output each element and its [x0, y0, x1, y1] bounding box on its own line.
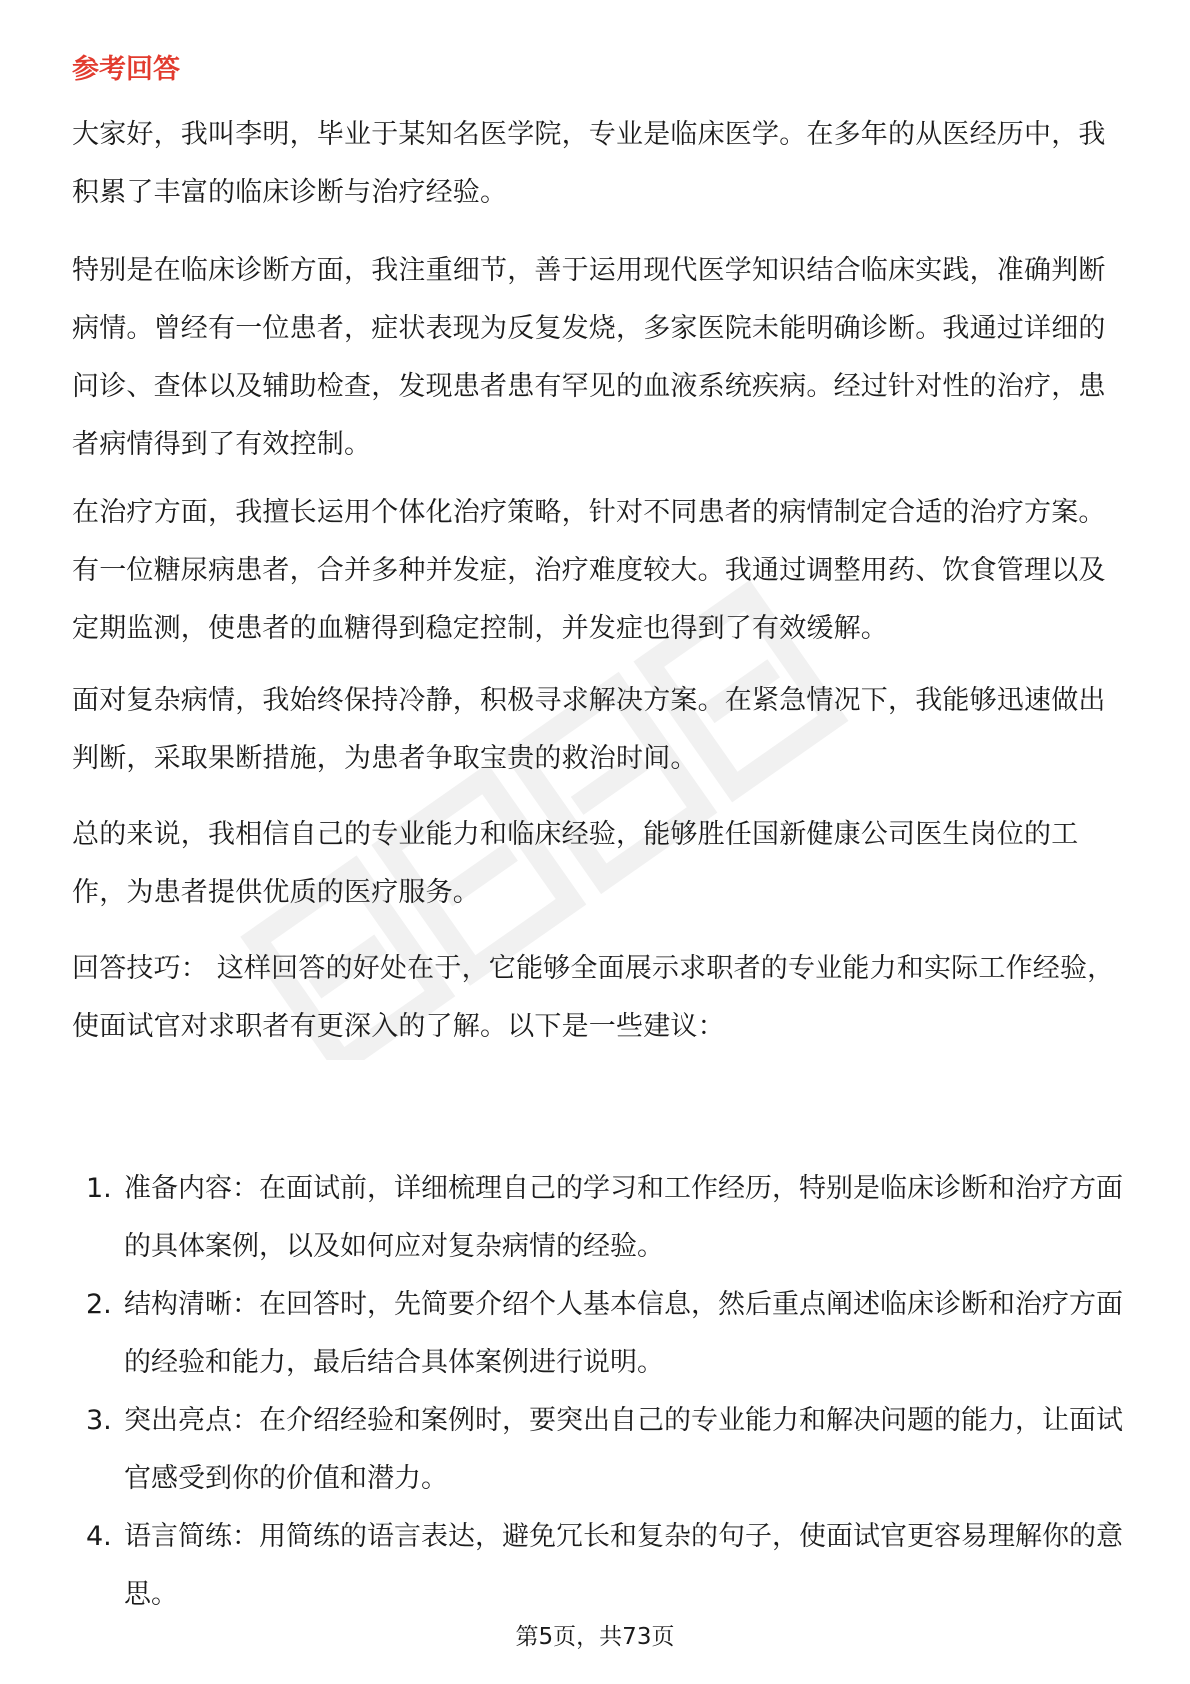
list-item-text: 准备内容：在面试前，详细梳理自己的学习和工作经历，特别是临床诊断和治疗方面的具体案例，以及如何应对复杂病情的经验。 — [124, 1173, 1123, 1262]
list-item-number: 2. — [86, 1289, 112, 1320]
list-item-number: 4. — [86, 1521, 112, 1552]
section-title: 参考回答 — [72, 54, 180, 85]
list-item — [72, 1276, 1132, 1392]
list-item-text: 突出亮点：在介绍经验和案例时，要突出自己的专业能力和解决问题的能力，让面试官感受到你的价值和潜力。 — [124, 1405, 1123, 1494]
paragraph-treatment: 在治疗方面，我擅长运用个体化治疗策略，针对不同患者的病情制定合适的治疗方案。有一位糖尿病患者，合并多种并发症，治疗难度较大。我通过调整用药、饮食管理以及定期监测，使患者的血糖得到稳定控制，并发症也得到了有效缓解。 — [72, 497, 1106, 644]
list-item — [72, 1392, 1132, 1508]
list-item — [72, 1160, 1132, 1276]
list-item-number: 1. — [86, 1173, 112, 1204]
list-item — [72, 1508, 1132, 1624]
paragraph-answer-tips: 回答技巧： 这样回答的好处在于，它能够全面展示求职者的专业能力和实际工作经验，使面试官对求职者有更深入的了解。以下是一些建议： — [72, 953, 1115, 1042]
tips-list — [72, 1160, 1132, 1624]
paragraph-composure: 面对复杂病情，我始终保持冷静，积极寻求解决方案。在紧急情况下，我能够迅速做出判断，采取果断措施，为患者争取宝贵的救治时间。 — [72, 685, 1106, 774]
paragraph-diagnosis: 特别是在临床诊断方面，我注重细节，善于运用现代医学知识结合临床实践，准确判断病情。曾经有一位患者，症状表现为反复发烧，多家医院未能明确诊断。我通过详细的问诊、查体以及辅助检查，发现患者患有罕见的血液系统疾病。经过针对性的治疗，患者病情得到了有效控制。 — [72, 255, 1106, 460]
page-number-footer: 第5页，共73页 — [515, 1624, 675, 1650]
list-item-text: 语言简练：用简练的语言表达，避免冗长和复杂的句子，使面试官更容易理解你的意思。 — [124, 1521, 1123, 1610]
list-item-text: 结构清晰：在回答时，先简要介绍个人基本信息，然后重点阐述临床诊断和治疗方面的经验和能力，最后结合具体案例进行说明。 — [124, 1289, 1123, 1378]
paragraph-intro: 大家好，我叫李明，毕业于某知名医学院，专业是临床医学。在多年的从医经历中，我积累了丰富的临床诊断与治疗经验。 — [72, 119, 1106, 208]
paragraph-summary: 总的来说，我相信自己的专业能力和临床经验，能够胜任国新健康公司医生岗位的工作，为患者提供优质的医疗服务。 — [72, 819, 1079, 908]
list-item-number: 3. — [86, 1405, 112, 1436]
